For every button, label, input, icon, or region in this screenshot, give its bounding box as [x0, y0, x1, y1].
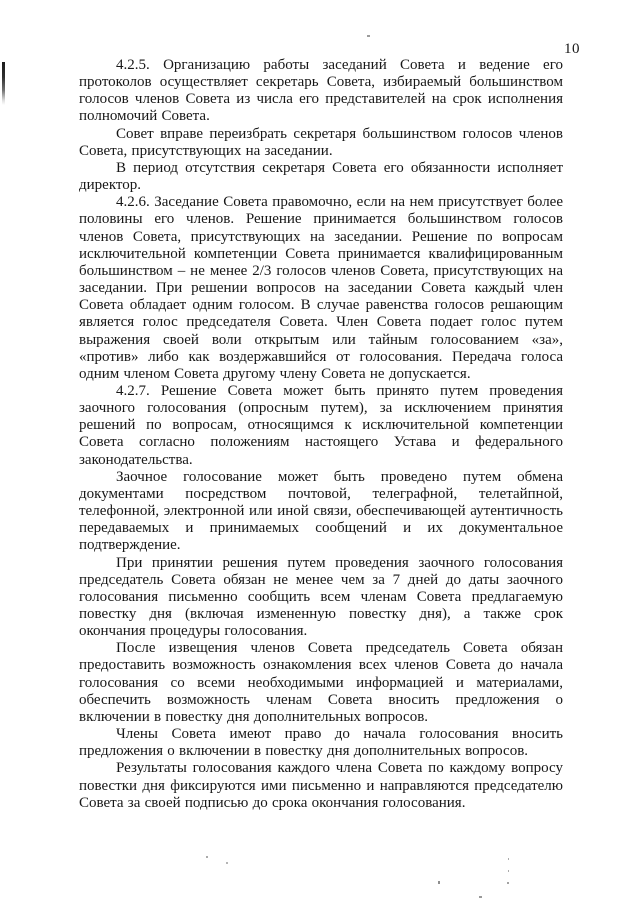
paragraph-4-2-6: 4.2.6. Заседание Совета правомочно, если на нем присутствует более половины его членов. Решение принимается большинством голосов членов Совета, присутствующих на заседании. Решение по вопросам исключительной компетенции Совета принимается квалифицированным большинством – не менее 2/3 голосов членов Совета, присутствующих на заседании. При решении вопросов на заседании Совета каждый член Совета обладает одним голосом. В случае равенства голосов решающим является голос председателя Совета. Член Совета подает голос путем выражения своей воли открытым или тайным голосованием «за», «против» либо как воздержавшийся от голосования. Передача голоса одним членом Совета другому члену Совета не допускается. — [79, 194, 563, 382]
scan-speck — [438, 881, 440, 884]
paragraph-secretary-absence: В период отсутствия секретаря Совета его обязанности исполняет директор. — [79, 159, 563, 194]
page-number: 10 — [564, 41, 580, 57]
paragraph-absentee-voting: Заочное голосование может быть проведено путем обмена документами посредством почтовой, телеграфной, телетайпной, телефонной, электронной или иной связи, обеспечивающей аутентичность передаваемых и принимаемых сообщений и их документальное подтверждение. — [79, 468, 563, 554]
scan-artifact-left-edge — [2, 62, 5, 105]
paragraph-notice-7-days: При принятии решения путем проведения заочного голосования председатель Совета обязан не менее чем за 7 дней до даты заочного голосования письменно сообщить всем членам Совета предлагаемую повестку дня (включая измененную повестку дня), а также срок окончания процедуры голосования. — [79, 554, 563, 640]
scan-speck — [507, 882, 509, 884]
scan-speck — [479, 896, 482, 898]
scan-speck — [508, 870, 509, 872]
scan-speck — [508, 858, 509, 860]
scan-speck — [226, 862, 228, 864]
scan-speck — [206, 856, 208, 858]
document-text-block — [79, 57, 563, 812]
paragraph-voting-results: Результаты голосования каждого члена Совета по каждому вопросу повестки дня фиксируются ими письменно и направляются председателю Совета за своей подписью до срока окончания голосования. — [79, 760, 563, 811]
paragraph-materials-access: После извещения членов Совета председатель Совета обязан предоставить возможность ознакомления всех членов Совета до начала голосования со всеми необходимыми информацией и материалами, обеспечить возможность членам Совета вносить предложения о включении в повестку дня дополнительных вопросов. — [79, 640, 563, 725]
paragraph-4-2-7: 4.2.7. Решение Совета может быть принято путем проведения заочного голосования (опросным путем), за исключением принятия решений по вопросам, относящимся к исключительной компетенции Совета согласно положениям настоящего Устава и федерального законодательства. — [79, 382, 563, 468]
scan-speck — [367, 35, 370, 37]
paragraph-4-2-5: 4.2.5. Организацию работы заседаний Совета и ведение его протоколов осуществляет секретарь Совета, избираемый большинством голосов членов Совета из числа его представителей на срок исполнения полномочий Совета. — [79, 57, 563, 125]
paragraph-agenda-proposals: Члены Совета имеют право до начала голосования вносить предложения о включении в повестку дня дополнительных вопросов. — [79, 726, 563, 760]
paragraph-secretary-reelect: Совет вправе переизбрать секретаря большинством голосов членов Совета, присутствующих на заседании. — [79, 125, 563, 159]
